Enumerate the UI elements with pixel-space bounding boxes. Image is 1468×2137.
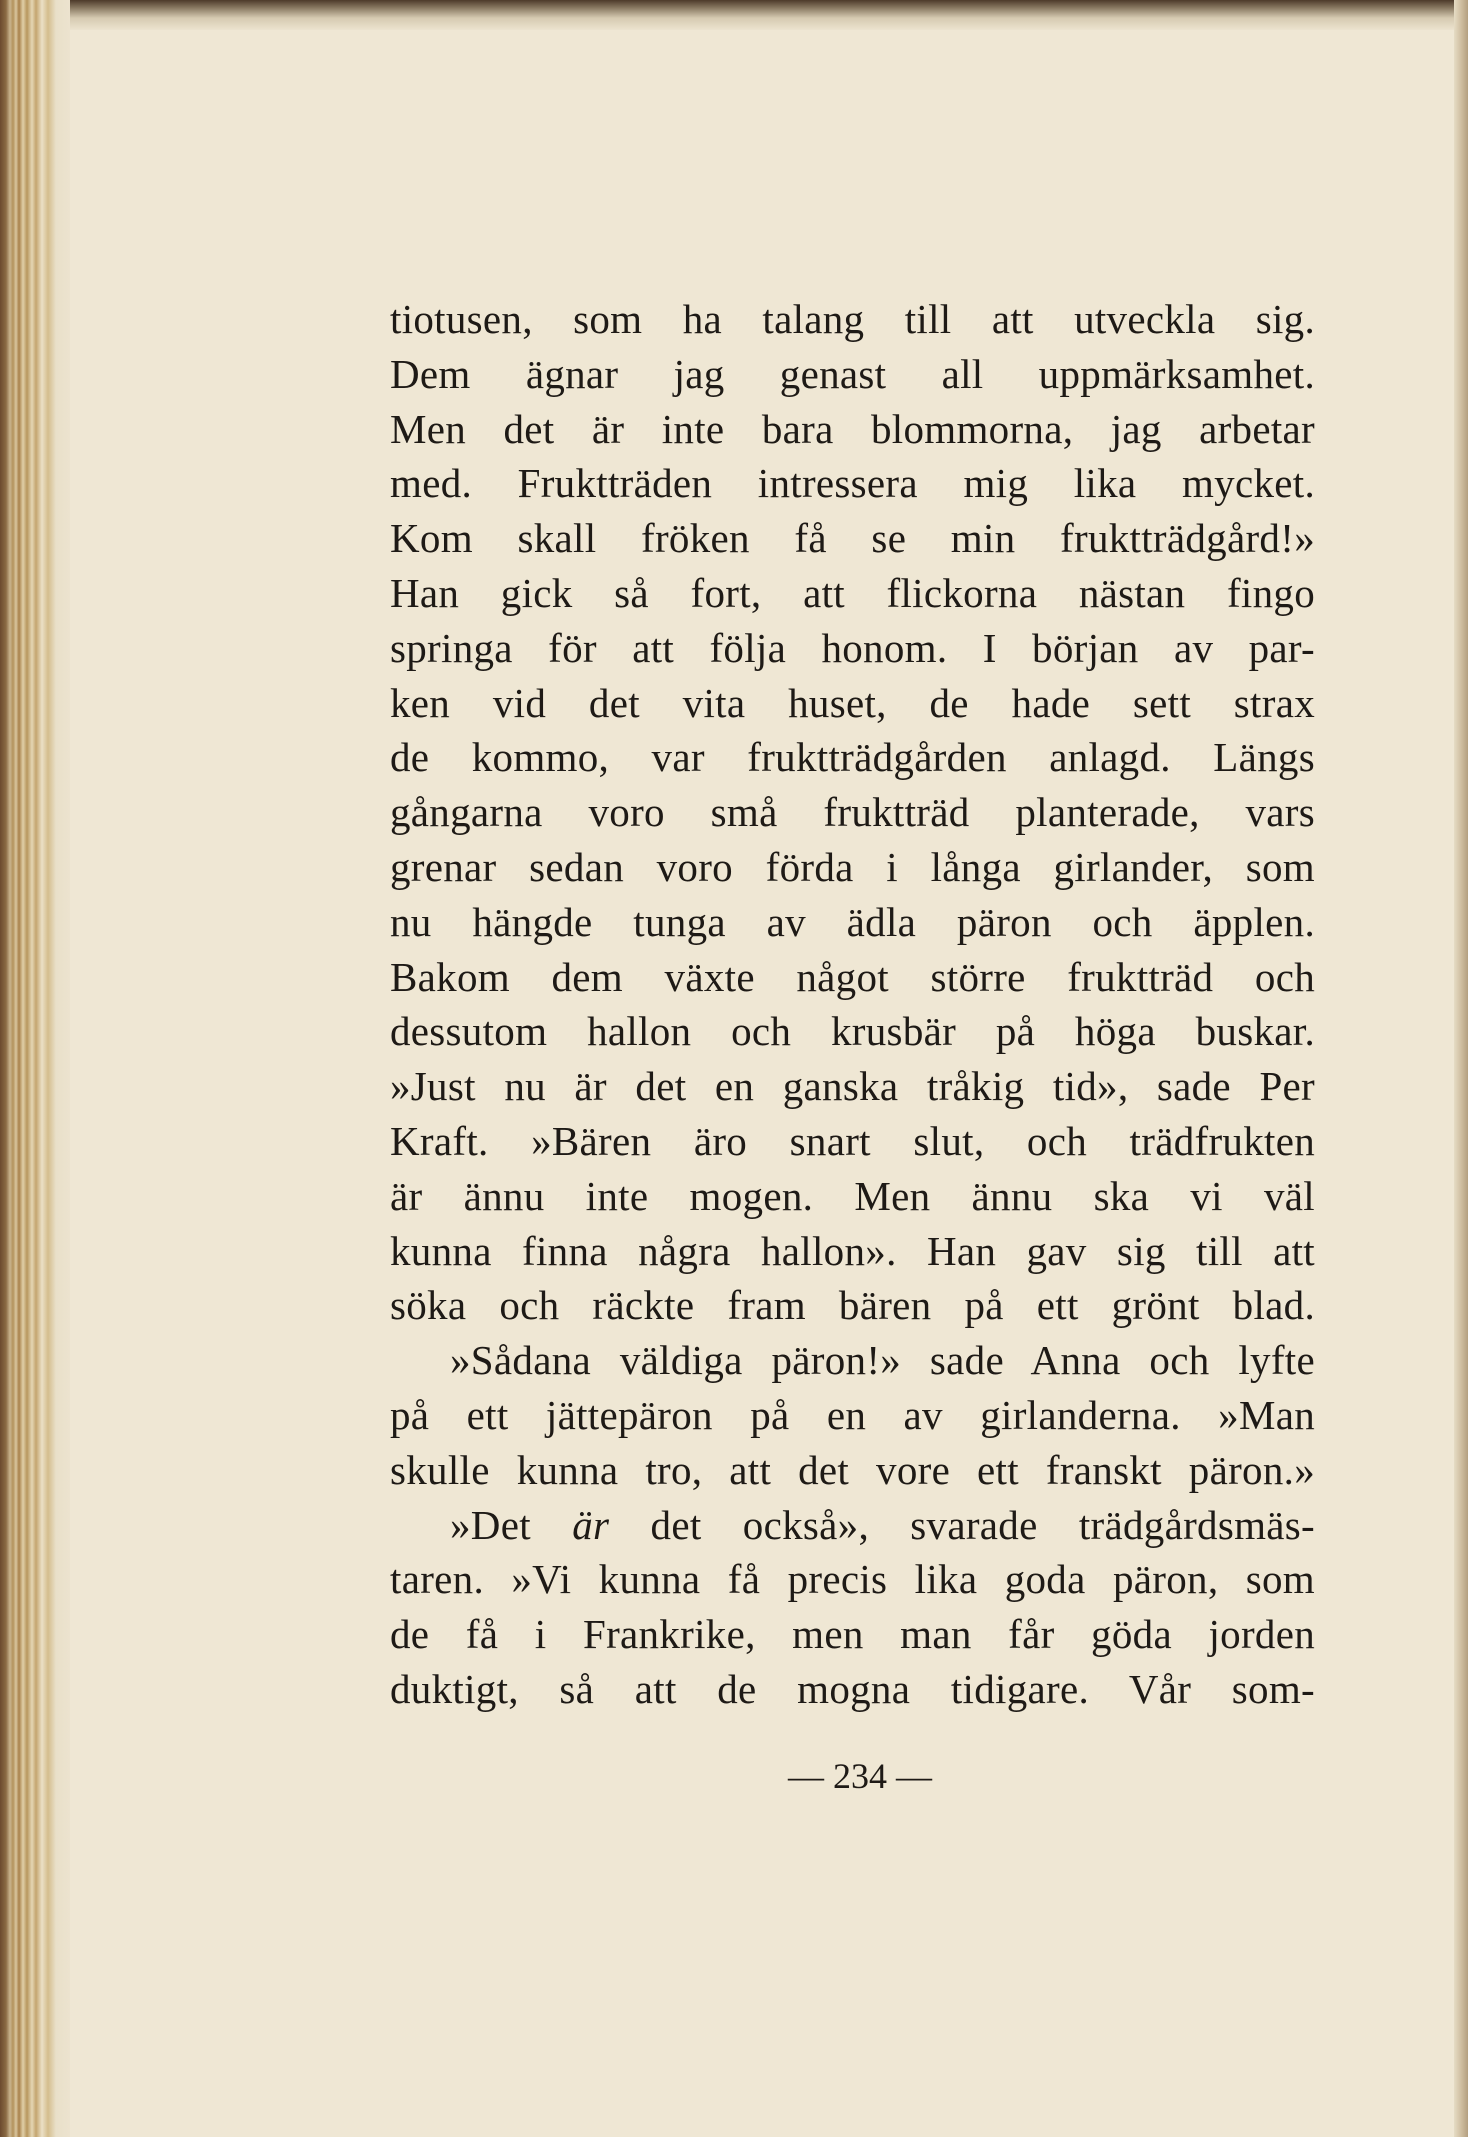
text-line: »Sådana väldiga päron!» sade Anna och lyfte [450, 1337, 1315, 1384]
text-line: grenar sedan voro förda i långa girlander, som [390, 843, 1315, 890]
text-line: kunna finna några hallon». Han gav sig till att [390, 1227, 1315, 1274]
text-line: dessutom hallon och krusbär på höga buskar. [390, 1008, 1315, 1055]
text-run: det också», svarade trädgårdsmäs- [609, 1501, 1316, 1548]
page-number: — 234 — [788, 1756, 932, 1796]
text-line: Han gick så fort, att flickorna nästan fingo [390, 569, 1315, 616]
italic-word: är [572, 1501, 610, 1548]
text-line: Kom skall fröken få se min fruktträdgård!» [390, 515, 1315, 562]
text-run: »Det [450, 1501, 573, 1548]
text-line: Bakom dem växte något större fruktträd och [390, 953, 1315, 1000]
text-line: Dem ägnar jag genast all uppmärksamhet. [390, 350, 1315, 397]
text-line: springa för att följa honom. I början av par- [390, 624, 1315, 671]
text-line: Kraft. »Bären äro snart slut, och trädfrukten [390, 1117, 1315, 1164]
right-page-edge [1454, 0, 1468, 2137]
text-line: nu hängde tunga av ädla päron och äpplen. [390, 898, 1315, 945]
text-line: med. Fruktträden intressera mig lika mycket. [390, 460, 1315, 507]
body-text [390, 292, 1315, 1717]
text-line: duktigt, så att de mogna tidigare. Vår som- [390, 1665, 1315, 1712]
text-line: ken vid det vita huset, de hade sett strax [390, 679, 1315, 726]
top-page-edge [0, 0, 1468, 30]
text-line: är ännu inte mogen. Men ännu ska vi väl [390, 1172, 1315, 1219]
text-line: taren. »Vi kunna få precis lika goda päron, som [390, 1556, 1315, 1603]
text-line-with-italic [390, 1498, 1315, 1553]
text-line: tiotusen, som ha talang till att utveckla sig. [390, 296, 1315, 342]
binding-edge [0, 0, 70, 2137]
text-line: skulle kunna tro, att det vore ett franskt päron.» [390, 1446, 1315, 1493]
text-line: söka och räckte fram bären på ett grönt blad. [390, 1282, 1315, 1329]
text-line: de kommo, var fruktträdgården anlagd. Längs [390, 734, 1315, 781]
text-line: gångarna voro små fruktträd planterade, vars [390, 789, 1315, 836]
text-line: de få i Frankrike, men man får göda jorden [390, 1611, 1315, 1658]
text-line: Men det är inte bara blommorna, jag arbetar [390, 405, 1315, 452]
text-line: »Just nu är det en ganska tråkig tid», sade Per [390, 1063, 1315, 1110]
text-line: på ett jättepäron på en av girlanderna. »Man [390, 1391, 1315, 1438]
